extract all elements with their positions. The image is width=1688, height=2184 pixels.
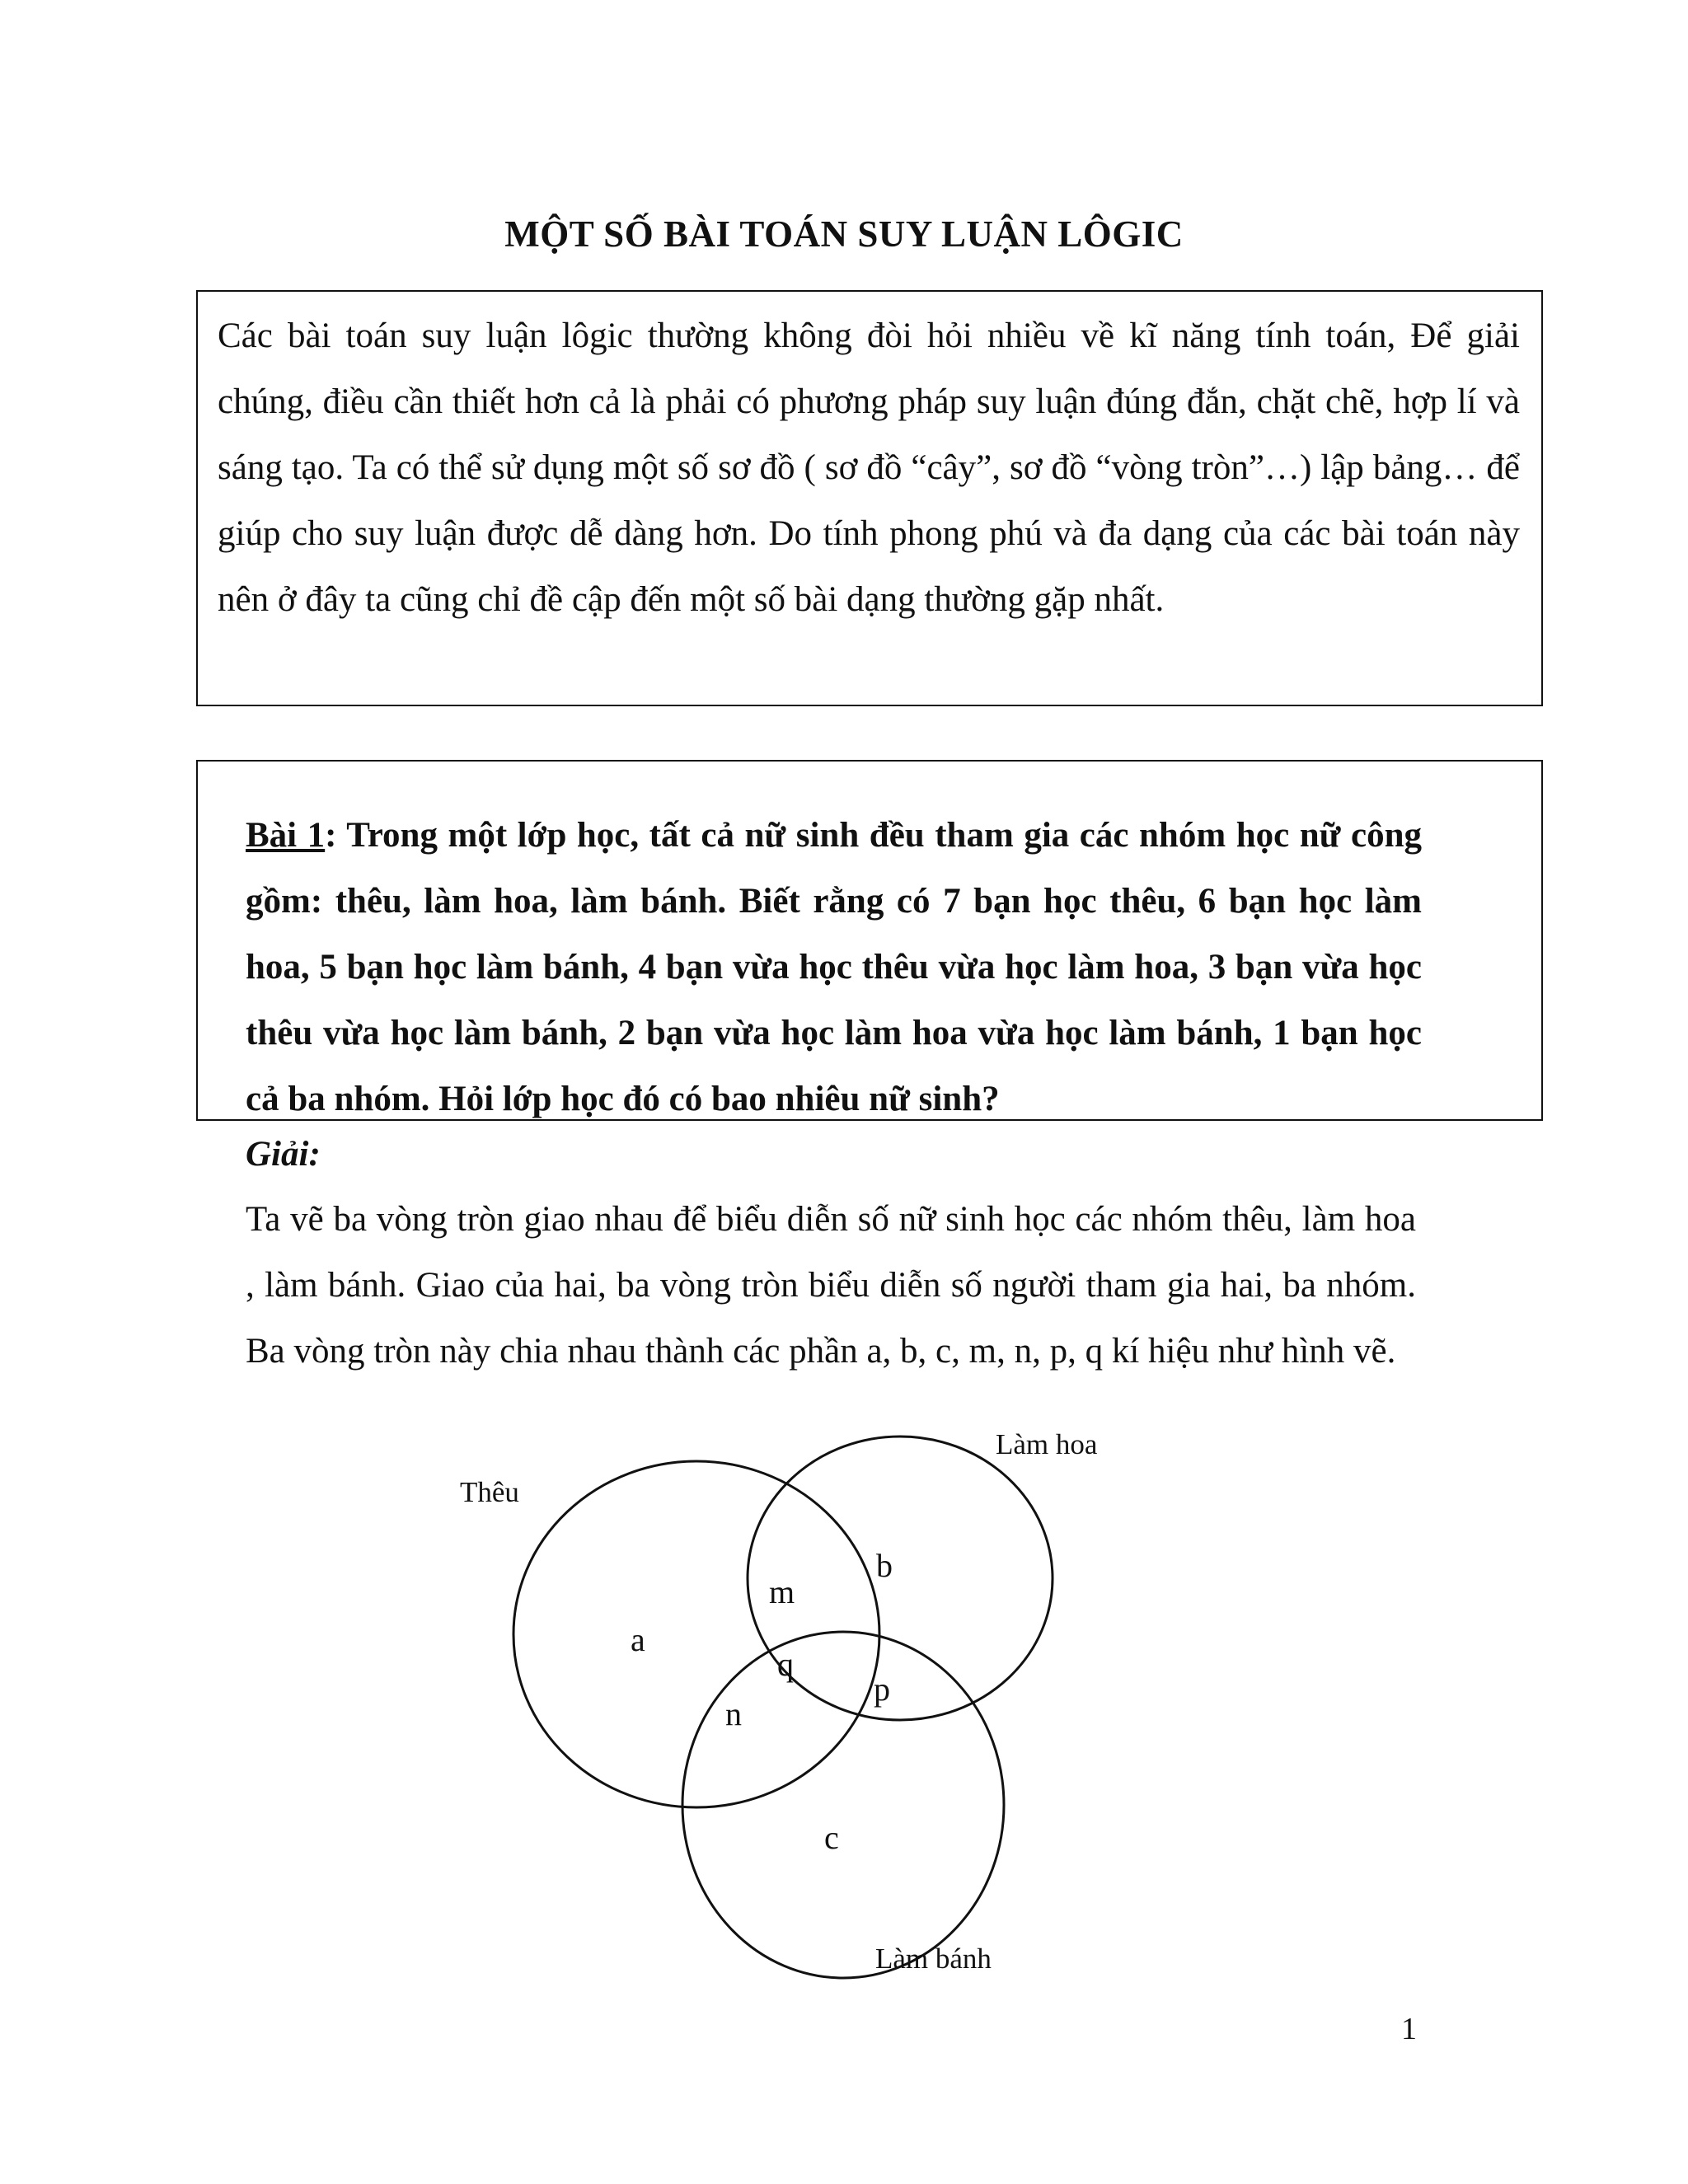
label-theu: Thêu bbox=[460, 1476, 519, 1508]
region-b: b bbox=[876, 1547, 893, 1584]
label-lam-banh: Làm bánh bbox=[875, 1943, 992, 1975]
region-c: c bbox=[824, 1819, 839, 1856]
intro-text: Các bài toán suy luận lôgic thường không đòi hỏi nhiều về kĩ năng tính toán, Để giải chúng, điều cần thiết hơn cả là phải có phương pháp suy luận đúng đắn, chặt chẽ, hợp lí và sáng tạo. Ta có thể sử dụng một số sơ đồ ( sơ đồ “cây”, sơ đồ “vòng tròn”…) lập bảng… để giúp cho suy luận được dễ dàng hơn. Do tính phong phú và đa dạng của các bài toán này nên ở đây ta cũng chỉ đề cập đến một số bài dạng thường gặp nhất. bbox=[218, 316, 1520, 619]
circle-theu bbox=[513, 1461, 879, 1807]
problem-statement bbox=[246, 803, 1422, 1132]
problem-box bbox=[196, 760, 1543, 1121]
page-number: 1 bbox=[1401, 2012, 1417, 2046]
document-title: MỘT SỐ BÀI TOÁN SUY LUẬN LÔGIC bbox=[504, 213, 1184, 255]
problem-separator: : bbox=[325, 816, 337, 855]
region-q: q bbox=[777, 1646, 794, 1683]
solution-heading: Giải: bbox=[246, 1135, 321, 1174]
circle-lam-banh bbox=[682, 1632, 1004, 1978]
problem-label: Bài 1 bbox=[246, 816, 326, 855]
label-lam-hoa: Làm hoa bbox=[996, 1428, 1098, 1460]
region-m: m bbox=[769, 1573, 795, 1610]
region-n: n bbox=[725, 1695, 742, 1732]
region-p: p bbox=[874, 1671, 890, 1708]
intro-box bbox=[196, 290, 1543, 706]
circle-lam-hoa bbox=[748, 1436, 1053, 1720]
region-a: a bbox=[631, 1621, 645, 1658]
solution-text: Ta vẽ ba vòng tròn giao nhau để biểu diễn số nữ sinh học các nhóm thêu, làm hoa , làm bánh. Giao của hai, ba vòng tròn biểu diễn số người tham gia hai, ba nhóm. Ba vòng tròn này chia nhau thành các phần a, b, c, m, n, p, q kí hiệu như hình vẽ. bbox=[246, 1200, 1416, 1371]
problem-text: Trong một lớp học, tất cả nữ sinh đều tham gia các nhóm học nữ công gồm: thêu, làm hoa, làm bánh. Biết rằng có 7 bạn học thêu, 6 bạn học làm hoa, 5 bạn học làm bánh, 4 bạn vừa học thêu vừa học làm hoa, 3 bạn vừa học thêu vừa học làm bánh, 2 bạn vừa học làm hoa vừa học làm bánh, 1 bạn học cả ba nhóm. Hỏi lớp học đó có bao nhiêu nữ sinh? bbox=[246, 816, 1422, 1118]
